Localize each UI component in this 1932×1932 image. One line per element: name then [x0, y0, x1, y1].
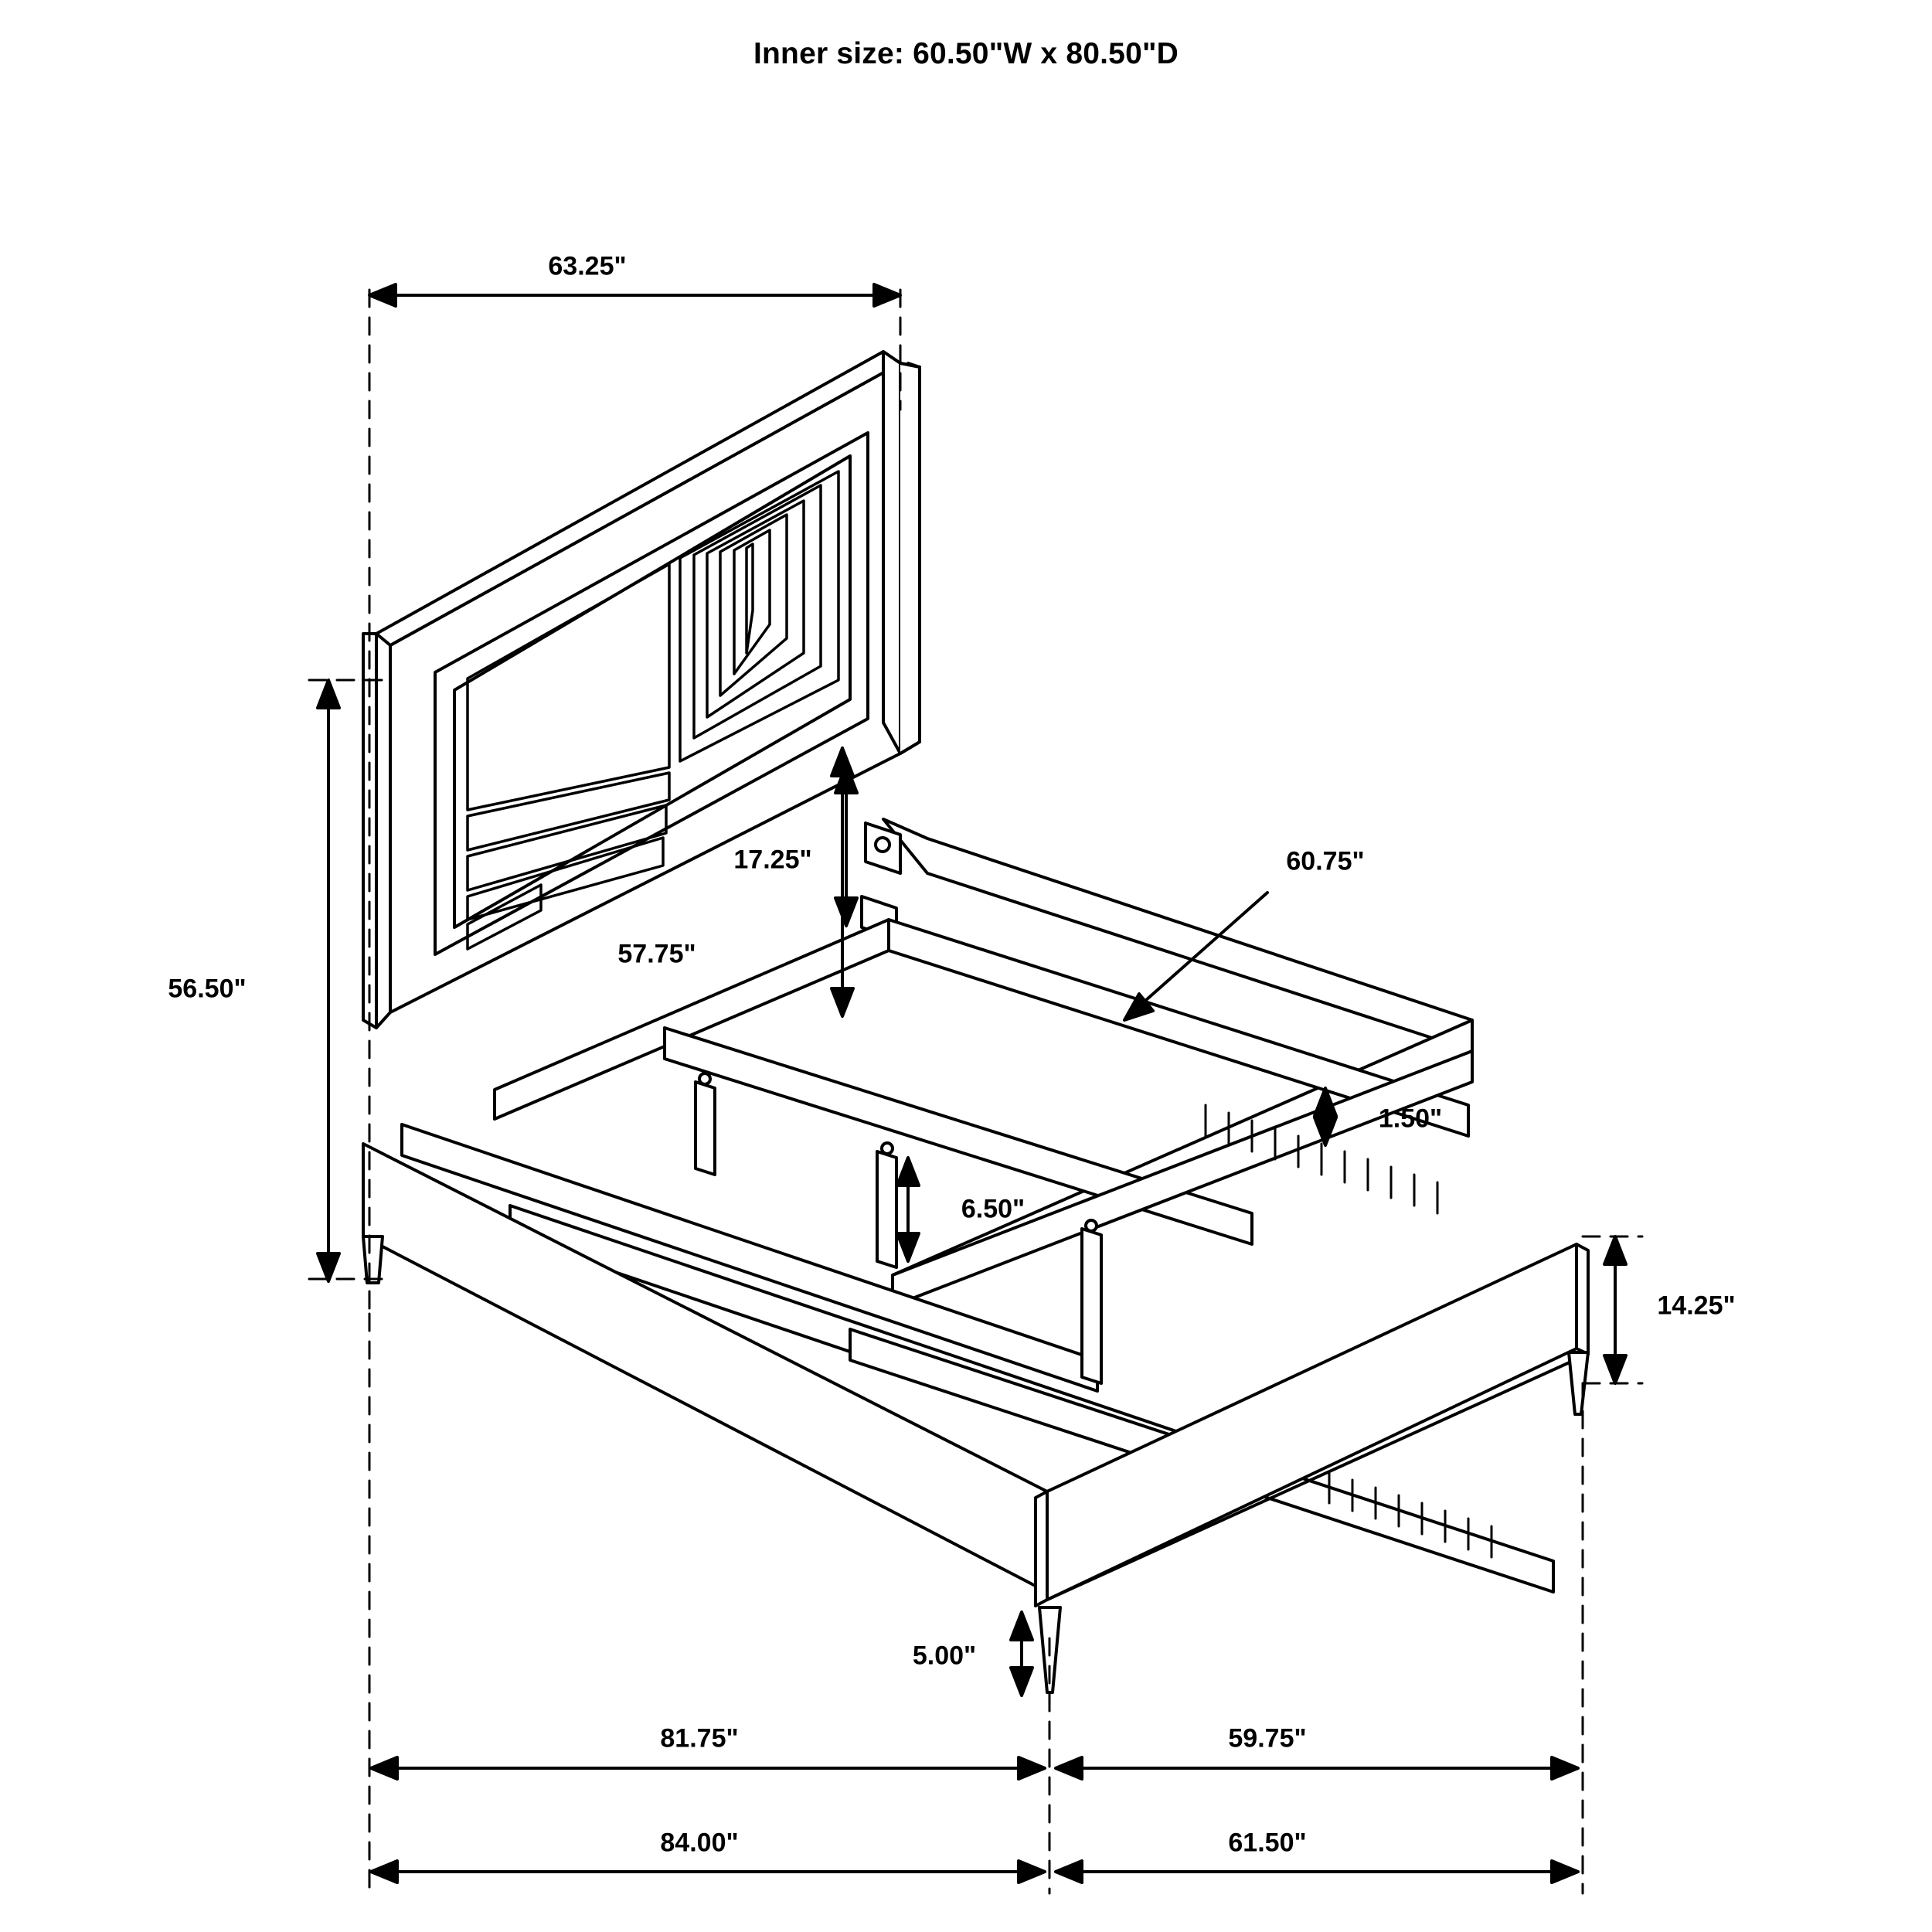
dimension-label-headboard-width: 63.25"	[548, 251, 627, 281]
dimension-label-rail-to-panel: 17.25"	[733, 845, 812, 875]
page-title: Inner size: 60.50"W x 80.50"D	[753, 37, 1179, 70]
dimension-label-headboard-height: 56.50"	[168, 974, 247, 1004]
dimension-label-inner-length: 81.75"	[660, 1723, 739, 1753]
dimension-label-inner-width: 59.75"	[1228, 1723, 1307, 1753]
dimension-label-footboard-height: 14.25"	[1657, 1291, 1736, 1321]
dimension-label-rail-thickness: 1.50"	[1378, 1104, 1443, 1134]
dimension-label-overall-width: 61.50"	[1228, 1828, 1307, 1858]
dimension-label-slat-span: 60.75"	[1286, 846, 1365, 876]
dimension-label-overall-length: 84.00"	[660, 1828, 739, 1858]
dimension-label-leg-height: 5.00"	[912, 1641, 977, 1671]
dimension-label-headboard-panel: 57.75"	[617, 939, 696, 969]
headboard-outline	[363, 352, 920, 1028]
dimension-label-support-leg-height: 6.50"	[961, 1194, 1026, 1224]
